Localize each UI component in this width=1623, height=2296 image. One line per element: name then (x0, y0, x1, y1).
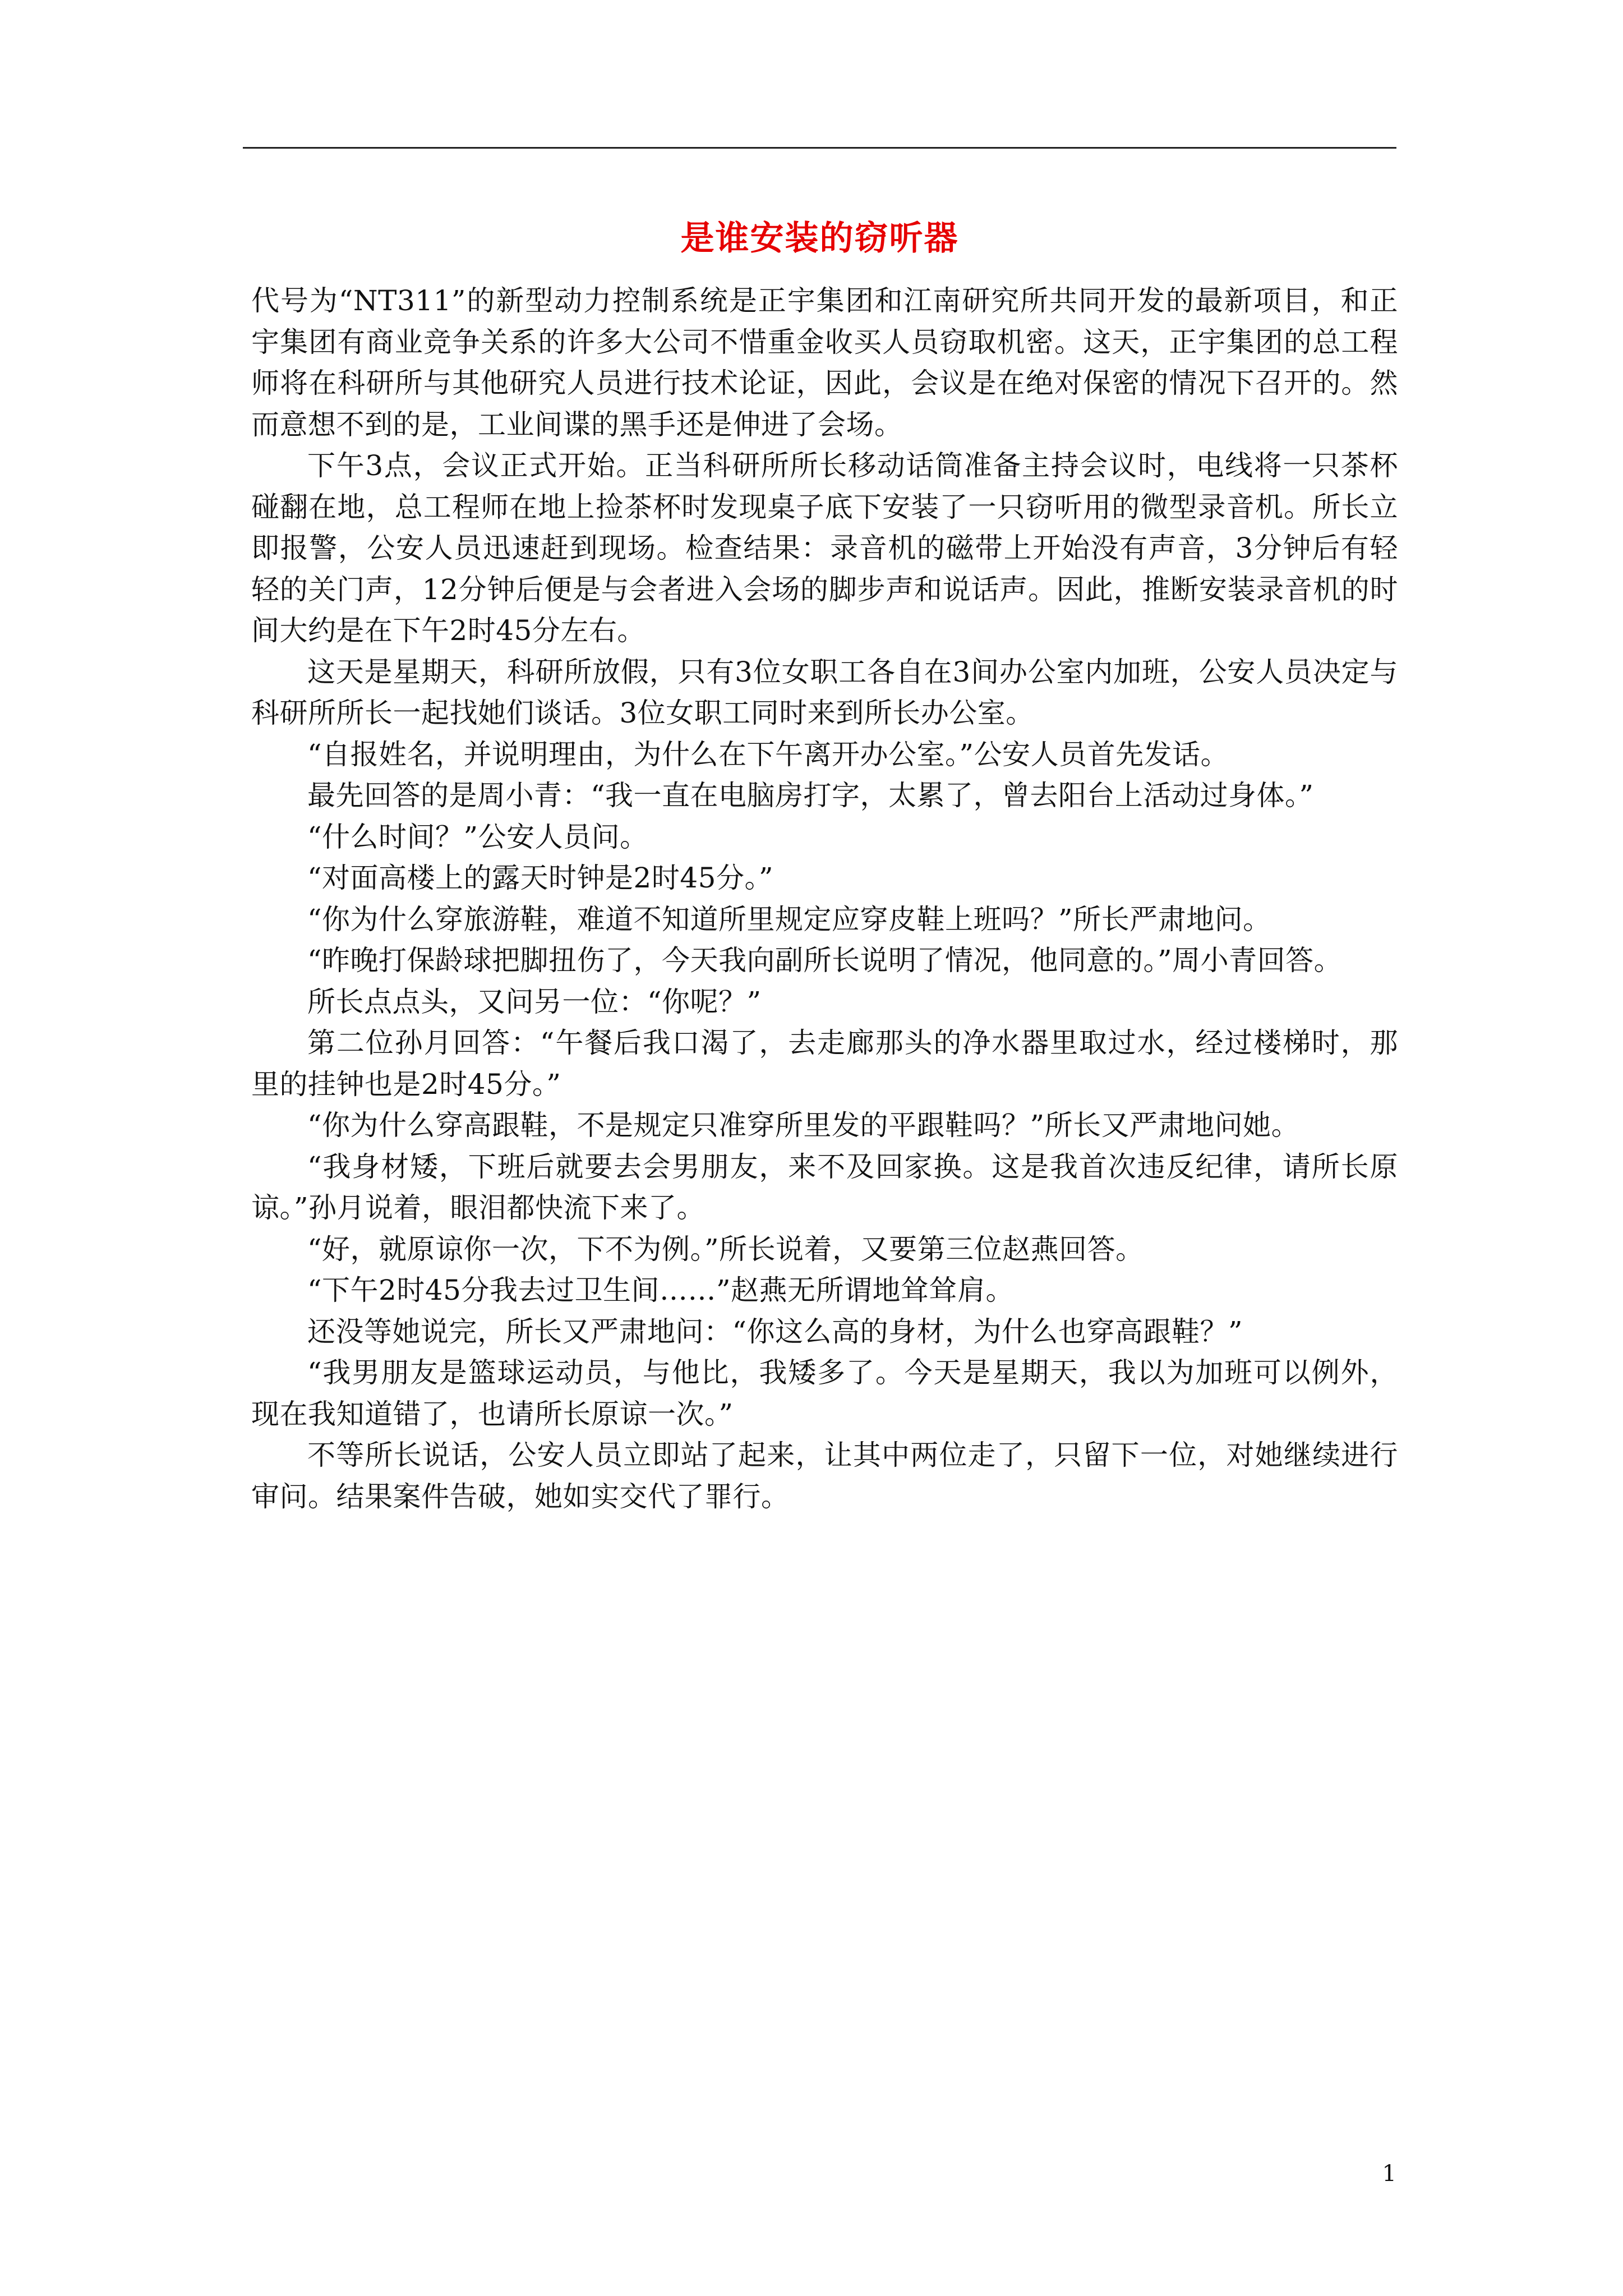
paragraph: 这天是星期天，科研所放假，只有3位女职工各自在3间办公室内加班，公安人员决定与科研所所长一起找她们谈话。3位女职工同时来到所长办公室。 (251, 655, 1398, 729)
paragraph: “你为什么穿旅游鞋，难道不知道所里规定应穿皮鞋上班吗？”所长严肃地问。 (307, 903, 1271, 936)
paragraph: 还没等她说完，所长又严肃地问：“你这么高的身材，为什么也穿高跟鞋？” (307, 1315, 1243, 1348)
paragraph: “对面高楼上的露天时钟是2时45分。” (307, 862, 774, 894)
paragraph: “我身材矮，下班后就要去会男朋友，来不及回家换。这是我首次违反纪律，请所长原谅。”孙月说着，眼泪都快流下来了。 (251, 1150, 1398, 1224)
paragraph: 代号为“NT311”的新型动力控制系统是正宇集团和江南研究所共同开发的最新项目，和正宇集团有商业竞争关系的许多大公司不惜重金收买人员窃取机密。这天，正宇集团的总工程师将在科研所与其他研究人员进行技术论证，因此，会议是在绝对保密的情况下召开的。然而意想不到的是，工业间谍的黑手还是伸进了会场。 (251, 284, 1398, 441)
paragraph: “自报姓名，并说明理由，为什么在下午离开办公室。”公安人员首先发话。 (307, 738, 1229, 771)
paragraph: “什么时间？”公安人员问。 (307, 820, 648, 853)
document-title: 是谁安装的窃听器 (680, 219, 959, 258)
paragraph: 最先回答的是周小青：“我一直在电脑房打字，太累了，曾去阳台上活动过身体。” (307, 779, 1314, 812)
paragraph: 不等所长说话，公安人员立即站了起来，让其中两位走了，只留下一位，对她继续进行审问。结果案件告破，她如实交代了罪行。 (251, 1439, 1398, 1513)
page-number: 1 (1382, 2161, 1396, 2187)
paragraph: 所长点点头，又问另一位：“你呢？” (307, 985, 762, 1018)
paragraph: “下午2时45分我去过卫生间……”赵燕无所谓地耸耸肩。 (307, 1274, 1015, 1306)
paragraph: “好，就原谅你一次，下不为例。”所长说着，又要第三位赵燕回答。 (307, 1232, 1144, 1266)
paragraph: 下午3点，会议正式开始。正当科研所所长移动话筒准备主持会议时，电线将一只茶杯碰翻在地，总工程师在地上捡茶杯时发现桌子底下安装了一只窃听用的微型录音机。所长立即报警，公安人员迅速赶到现场。检查结果：录音机的磁带上开始没有声音，3分钟后有轻轻的关门声，12分钟后便是与会者进入会场的脚步声和说话声。因此，推断安装录音机的时间大约是在下午2时45分左右。 (251, 449, 1398, 647)
paragraph: “昨晚打保龄球把脚扭伤了，今天我向副所长说明了情况，他同意的。”周小青回答。 (307, 944, 1343, 977)
paragraph: “我男朋友是篮球运动员，与他比，我矮多了。今天是星期天，我以为加班可以例外，现在我知道错了，也请所长原谅一次。” (251, 1356, 1398, 1430)
paragraph: 第二位孙月回答：“午餐后我口渴了，去走廊那头的净水器里取过水，经过楼梯时，那里的挂钟也是2时45分。” (251, 1027, 1398, 1101)
header-rule (243, 147, 1396, 149)
paragraph: “你为什么穿高跟鞋，不是规定只准穿所里发的平跟鞋吗？”所长又严肃地问她。 (307, 1109, 1300, 1142)
document-body (251, 280, 1398, 1517)
